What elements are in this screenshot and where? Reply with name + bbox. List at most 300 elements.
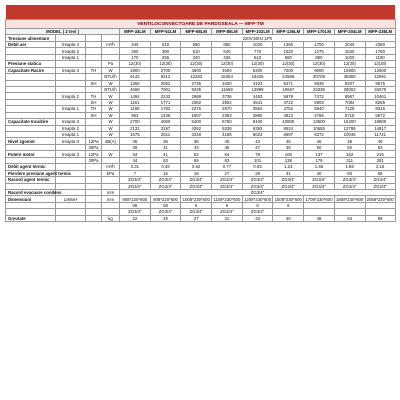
- row-value: 8100: [242, 119, 273, 125]
- row-value: 255: [150, 54, 181, 60]
- table-row: [6, 196, 396, 202]
- model-name: MFP-136LM: [273, 29, 304, 35]
- row-value: 39: [120, 144, 151, 150]
- row-value: ZG3/4": [120, 177, 151, 183]
- row-sublabel: treapta 1: [56, 132, 86, 138]
- row-value: ZG3/4": [181, 209, 212, 215]
- row-value: 4668: [120, 86, 151, 92]
- table-title-row: [6, 20, 396, 29]
- row-value: 1020: [334, 54, 365, 60]
- row-value: ZG3/4": [304, 183, 335, 189]
- row-value: 510: [150, 41, 181, 47]
- row-value: 23335: [304, 86, 335, 92]
- row-value: ZG3/4": [120, 189, 396, 195]
- row-unit: m³/h: [102, 164, 120, 170]
- row-value: ZG3/4": [242, 183, 273, 189]
- row-sublabel-2: 12Pa: [86, 138, 102, 144]
- row-value: 15: [150, 170, 181, 176]
- row-value: 8316: [365, 106, 395, 112]
- row-value: 12(30): [120, 61, 151, 67]
- row-sublabel-2: SH: [86, 99, 102, 105]
- row-value: 390: [150, 48, 181, 54]
- row-value: 1188: [120, 106, 151, 112]
- row-unit: W: [102, 125, 120, 131]
- row-value: ZG3/4": [334, 183, 365, 189]
- row-sublabel: treapta 1: [56, 106, 86, 112]
- row-value: 2052: [150, 80, 181, 86]
- row-label: Greutate: [6, 215, 56, 221]
- row-unit: kPa: [102, 170, 120, 176]
- row-value: 1275: [304, 48, 335, 54]
- title-bar: [6, 5, 396, 20]
- row-value: 28: [242, 170, 273, 176]
- row-value: 55: [365, 170, 395, 176]
- row-value: 36: [150, 138, 181, 144]
- row-value: 18425: [242, 74, 273, 80]
- row-value: 58: [365, 215, 395, 221]
- row-value: 2736: [181, 80, 212, 86]
- row-unit: mm: [102, 189, 120, 195]
- row-value: 6: [181, 202, 212, 208]
- row-value: 680: [273, 54, 304, 60]
- row-value: 5903: [304, 99, 335, 105]
- row-value: 53: [365, 144, 395, 150]
- row-value: 1008*230*600: [182, 196, 210, 202]
- row-value: 1108*230*600: [213, 196, 241, 202]
- row-value: 4483: [242, 93, 273, 99]
- row-value: 2040: [334, 41, 365, 47]
- row-sublabel: treapta 2: [56, 125, 86, 131]
- row-value: 16200: [334, 119, 365, 125]
- row-value: 953: [120, 112, 151, 118]
- row-value: 6750: [212, 119, 243, 125]
- row-value: 44: [120, 157, 151, 163]
- row-value: 35: [120, 138, 151, 144]
- row-value: 5978: [273, 93, 304, 99]
- row-value: 1.24: [273, 164, 304, 170]
- row-value: 5024: [242, 132, 273, 138]
- row-value: 25: [150, 215, 181, 221]
- row-value: 4262: [181, 125, 212, 131]
- row-value: 1708*230*600: [305, 196, 333, 202]
- row-value: 850: [212, 41, 243, 47]
- row-value: 220V,50Hz,1Ph: [120, 35, 396, 41]
- row-sublabel: treapta 2: [56, 48, 86, 54]
- row-value: 1494: [120, 93, 151, 99]
- row-value: 52: [334, 144, 365, 150]
- row-value: 19: [181, 170, 212, 176]
- row-unit: Pa: [102, 61, 120, 67]
- row-value: 8967: [334, 93, 365, 99]
- row-value: 36850: [334, 74, 365, 80]
- row-unit: dB(A): [102, 138, 120, 144]
- row-label: Racord evacuare condens: [6, 189, 56, 195]
- row-value: 5400: [242, 67, 273, 73]
- row-value: 3420: [212, 80, 243, 86]
- row-unit: W: [102, 93, 120, 99]
- row-value: 1675: [120, 132, 151, 138]
- row-value: 101: [242, 157, 273, 163]
- row-value: 1771: [150, 99, 181, 105]
- row-value: 0.77: [212, 164, 243, 170]
- row-value: 1161: [120, 99, 151, 105]
- row-value: 1020: [242, 41, 273, 47]
- row-value: 12786: [334, 125, 365, 131]
- row-value: ZG3/4": [120, 183, 151, 189]
- row-value: 2511: [150, 132, 181, 138]
- row-value: 106: [273, 151, 304, 157]
- row-value: 0.93: [242, 164, 273, 170]
- row-value: 6393: [242, 125, 273, 131]
- row-sublabel-2: 30Pa: [86, 144, 102, 150]
- row-value: 12(30): [273, 61, 304, 67]
- row-unit: W: [102, 132, 120, 138]
- row-value: 1190: [365, 54, 395, 60]
- row-value: ZG3/4": [181, 177, 212, 183]
- row-value: 510: [181, 48, 212, 54]
- row-value: 908*220*600: [150, 196, 181, 202]
- row-value: 31: [273, 170, 304, 176]
- row-value: 1782: [150, 106, 181, 112]
- row-value: 2700: [150, 67, 181, 73]
- row-value: ZG3/4": [212, 183, 243, 189]
- row-value: 3541: [242, 99, 273, 105]
- row-value: 3564: [242, 106, 273, 112]
- row-value: 10800: [273, 119, 304, 125]
- row-sublabel: treapta 2: [56, 93, 86, 99]
- row-value: 46: [304, 138, 335, 144]
- row-value: 0.46: [150, 164, 181, 170]
- row-value: 40: [304, 170, 335, 176]
- row-sublabel: treapta 3: [56, 41, 86, 47]
- row-value: 4103: [242, 80, 273, 86]
- row-label: Capacitate Incalzire: [6, 119, 56, 125]
- row-value: 3197: [150, 125, 181, 131]
- row-value: 5400: [181, 119, 212, 125]
- row-value: 1808*230*600: [336, 196, 364, 202]
- row-value: ZG3/4": [242, 209, 273, 215]
- row-value: 1700: [304, 41, 335, 47]
- row-value: 1020: [273, 48, 304, 54]
- row-value: 1208*230*600: [243, 196, 272, 202]
- table-title: VENTILOCONVECTOARE DE PARDOSEALA — MFP-TM: [6, 20, 396, 29]
- row-sublabel-2: TH: [86, 93, 102, 99]
- row-value: 9335: [181, 86, 212, 92]
- row-value: 3600: [181, 67, 212, 73]
- row-value: 4722: [273, 99, 304, 105]
- row-unit: W: [102, 151, 120, 157]
- row-sublabel-2: 12Pa: [86, 151, 102, 157]
- row-unit: BTU/h: [102, 86, 120, 92]
- row-value: 2970: [212, 106, 243, 112]
- row-unit: W: [102, 112, 120, 118]
- row-value: 3348: [181, 132, 212, 138]
- row-value: 6672: [365, 112, 395, 118]
- row-value: 18900: [365, 119, 395, 125]
- row-value: ZG3/4": [212, 209, 243, 215]
- row-value: 4500: [212, 67, 243, 73]
- row-value: 9575: [365, 80, 395, 86]
- row-sublabel-2: [86, 215, 102, 221]
- row-value: 5718: [334, 112, 365, 118]
- model-name: MFP-170LM: [304, 29, 335, 35]
- row-value: 0.31: [120, 164, 151, 170]
- table-row: [6, 215, 396, 221]
- row-value: 45: [212, 144, 243, 150]
- row-sublabel: treapta 3: [56, 138, 86, 144]
- row-value: 34: [120, 151, 151, 157]
- row-sublabel-2: 30Pa: [86, 157, 102, 163]
- row-value: 34: [242, 215, 273, 221]
- row-value: 12(30): [212, 61, 243, 67]
- row-value: ZG3/4": [365, 177, 395, 183]
- row-value: 162: [334, 151, 365, 157]
- row-label: Tensiune alimentare: [6, 35, 56, 41]
- row-value: 12(30): [150, 61, 181, 67]
- row-value: 53: [150, 157, 181, 163]
- row-value: 1530: [334, 48, 365, 54]
- row-value: ZG3/4": [150, 177, 181, 183]
- row-value: 281: [365, 157, 395, 163]
- row-value: 40: [273, 215, 304, 221]
- row-value: 14917: [365, 125, 395, 131]
- row-value: 2058*230*600: [366, 196, 394, 202]
- row-value: 41: [150, 144, 181, 150]
- row-sublabel: treapta 3: [56, 151, 86, 157]
- row-unit: W: [102, 99, 120, 105]
- row-label: Debit agent termic: [6, 164, 56, 170]
- row-value: 1368: [120, 80, 151, 86]
- row-value: 2242: [150, 93, 181, 99]
- row-value: 83: [212, 157, 243, 163]
- row-value: 137: [304, 151, 335, 157]
- row-value: 6: [242, 202, 273, 208]
- row-label: Pierdere presiune agent termic: [6, 170, 56, 176]
- row-value: 12(30): [181, 61, 212, 67]
- row-value: 1508*230*600: [274, 196, 302, 202]
- row-sublabel: LxWxH: [56, 196, 86, 202]
- row-value: 53: [334, 215, 365, 221]
- row-value: ZG3/4": [120, 209, 151, 215]
- row-value: ZG3/4": [212, 177, 243, 183]
- row-sublabel-2: SH: [86, 112, 102, 118]
- row-value: 908*220*600: [120, 196, 151, 202]
- row-value: 49: [365, 138, 395, 144]
- row-value: 425: [212, 54, 243, 60]
- row-value: 260: [120, 48, 151, 54]
- row-value: 4752: [273, 106, 304, 112]
- row-value: 22: [120, 215, 151, 221]
- model-name: MFP-51LM: [150, 29, 181, 35]
- row-sublabel: treapta 1: [56, 54, 86, 60]
- model-name: MFP-34LM: [120, 29, 151, 35]
- row-label: Debit aer: [6, 41, 56, 47]
- row-value: 2380: [365, 41, 395, 47]
- row-value: 2860: [242, 112, 273, 118]
- row-value: 2383: [212, 112, 243, 118]
- row-value: 340: [181, 54, 212, 60]
- row-value: 08: [150, 202, 181, 208]
- row-unit: W: [102, 67, 120, 73]
- row-value: 216: [365, 151, 395, 157]
- row-sublabel-2: TH: [86, 106, 102, 112]
- row-value: ZG3/4": [365, 183, 395, 189]
- row-value: 12283: [181, 74, 212, 80]
- row-value: 6697: [273, 132, 304, 138]
- row-value: 49: [273, 144, 304, 150]
- row-value: 2989: [181, 93, 212, 99]
- row-sublabel: [56, 215, 86, 221]
- row-label: Nivel zgomot: [6, 138, 56, 144]
- row-value: 3813: [273, 112, 304, 118]
- row-value: 211: [334, 157, 365, 163]
- row-label: Capacitate Racire: [6, 67, 56, 73]
- row-value: 1.86: [334, 164, 365, 170]
- row-value: 850: [304, 54, 335, 60]
- row-value: 5471: [273, 80, 304, 86]
- row-value: 12(30): [334, 61, 365, 67]
- row-value: 7128: [334, 106, 365, 112]
- row-value: 1907: [181, 112, 212, 118]
- row-value: 4185: [212, 132, 243, 138]
- row-value: 1.55: [304, 164, 335, 170]
- row-value: 8207: [334, 80, 365, 86]
- row-value: ZG3/4": [273, 183, 304, 189]
- row-value: 48: [334, 138, 365, 144]
- row-value: 770: [242, 48, 273, 54]
- row-value: 10461: [365, 93, 395, 99]
- model-label: MODEL ( 2 tevi ): [6, 29, 120, 35]
- row-value: 40: [212, 138, 243, 144]
- row-unit: W: [102, 119, 120, 125]
- row-value: 138: [273, 157, 304, 163]
- row-value: 8524: [273, 125, 304, 131]
- row-value: 1436: [150, 112, 181, 118]
- row-value: 41: [150, 151, 181, 157]
- row-value: 6142: [120, 74, 151, 80]
- row-value: 18667: [273, 86, 304, 92]
- row-value: 2.16: [365, 164, 395, 170]
- row-unit: mm: [102, 196, 120, 202]
- row-unit: kg: [102, 215, 120, 221]
- row-sublabel-2: TH: [86, 67, 102, 73]
- row-value: 680: [181, 41, 212, 47]
- row-unit: W: [102, 80, 120, 86]
- row-value: 28002: [334, 86, 365, 92]
- row-value: 50: [304, 144, 335, 150]
- row-value: 12(30): [242, 61, 273, 67]
- row-value: 8372: [304, 132, 335, 138]
- row-value: 13500: [304, 119, 335, 125]
- row-unit: BTU/h: [102, 74, 120, 80]
- row-value: 78: [242, 151, 273, 157]
- row-value: 340: [120, 41, 151, 47]
- row-value: 2376: [181, 106, 212, 112]
- model-name: MFP-102LM: [242, 29, 273, 35]
- row-value: 53: [181, 151, 212, 157]
- row-label: Putere motor: [6, 151, 56, 157]
- row-value: 6: [273, 202, 304, 208]
- model-name: MFP-85LM: [212, 29, 243, 35]
- row-value: 11721: [365, 132, 395, 138]
- row-value: 47: [242, 144, 273, 150]
- row-sublabel-2: SH: [86, 80, 102, 86]
- row-label: Presiune statica: [6, 61, 56, 67]
- model-name: MFP-204LM: [334, 29, 365, 35]
- row-sublabel: treapta 3: [56, 119, 86, 125]
- spec-sheet: [5, 5, 395, 395]
- row-value: 10655: [304, 125, 335, 131]
- row-value: 10800: [334, 67, 365, 73]
- row-value: ZG3/4": [181, 183, 212, 189]
- row-value: 24566: [273, 74, 304, 80]
- row-value: 2700: [120, 119, 151, 125]
- model-name: MFP-238LM: [365, 29, 395, 35]
- model-name: MFP-68LM: [181, 29, 212, 35]
- row-value: 510: [242, 54, 273, 60]
- row-value: ZG3/4": [304, 177, 335, 183]
- row-value: 10046: [334, 132, 365, 138]
- row-value: 32670: [365, 86, 395, 92]
- spec-table: [5, 5, 396, 222]
- row-value: 1780: [365, 48, 395, 54]
- row-value: 48: [304, 215, 335, 221]
- row-value: 640: [212, 48, 243, 54]
- row-value: 43: [242, 138, 273, 144]
- row-value: 43: [181, 144, 212, 150]
- row-sublabel: treapta 3: [56, 67, 86, 73]
- row-value: 12600: [365, 67, 395, 73]
- row-value: 13999: [242, 86, 273, 92]
- row-value: 6: [212, 202, 243, 208]
- row-value: ZG3/4": [150, 209, 181, 215]
- row-value: 27: [181, 215, 212, 221]
- row-value: ZG3/4": [242, 177, 273, 183]
- row-value: 4766: [304, 112, 335, 118]
- row-value: 1800: [120, 67, 151, 73]
- row-unit: m³/h: [102, 41, 120, 47]
- row-value: 7472: [304, 93, 335, 99]
- row-value: 170: [120, 54, 151, 60]
- row-value: ZG3/4": [273, 177, 304, 183]
- row-value: 30708: [304, 74, 335, 80]
- row-value: ZG3/4": [334, 177, 365, 183]
- row-value: 50: [334, 170, 365, 176]
- row-value: 1360: [273, 41, 304, 47]
- row-value: 2131: [120, 125, 151, 131]
- row-value: 08: [120, 202, 151, 208]
- row-value: 7084: [334, 99, 365, 105]
- row-value: 9000: [304, 67, 335, 73]
- row-value: 2952: [212, 99, 243, 105]
- row-value: 4050: [150, 119, 181, 125]
- row-value: 2362: [181, 99, 212, 105]
- row-unit: W: [102, 106, 120, 112]
- row-value: 0.62: [181, 164, 212, 170]
- row-value: 12(30): [304, 61, 335, 67]
- row-value: 42991: [365, 74, 395, 80]
- row-value: 7: [120, 170, 151, 176]
- row-label: Racord agent termic: [6, 177, 56, 183]
- row-value: ZG3/4": [150, 183, 181, 189]
- row-value: 3736: [212, 93, 243, 99]
- row-value: 69: [181, 157, 212, 163]
- row-value: 11669: [212, 86, 243, 92]
- row-value: 7200: [273, 67, 304, 73]
- row-value: 5328: [212, 125, 243, 131]
- row-value: 12(30): [365, 61, 395, 67]
- row-value: 8265: [365, 99, 395, 105]
